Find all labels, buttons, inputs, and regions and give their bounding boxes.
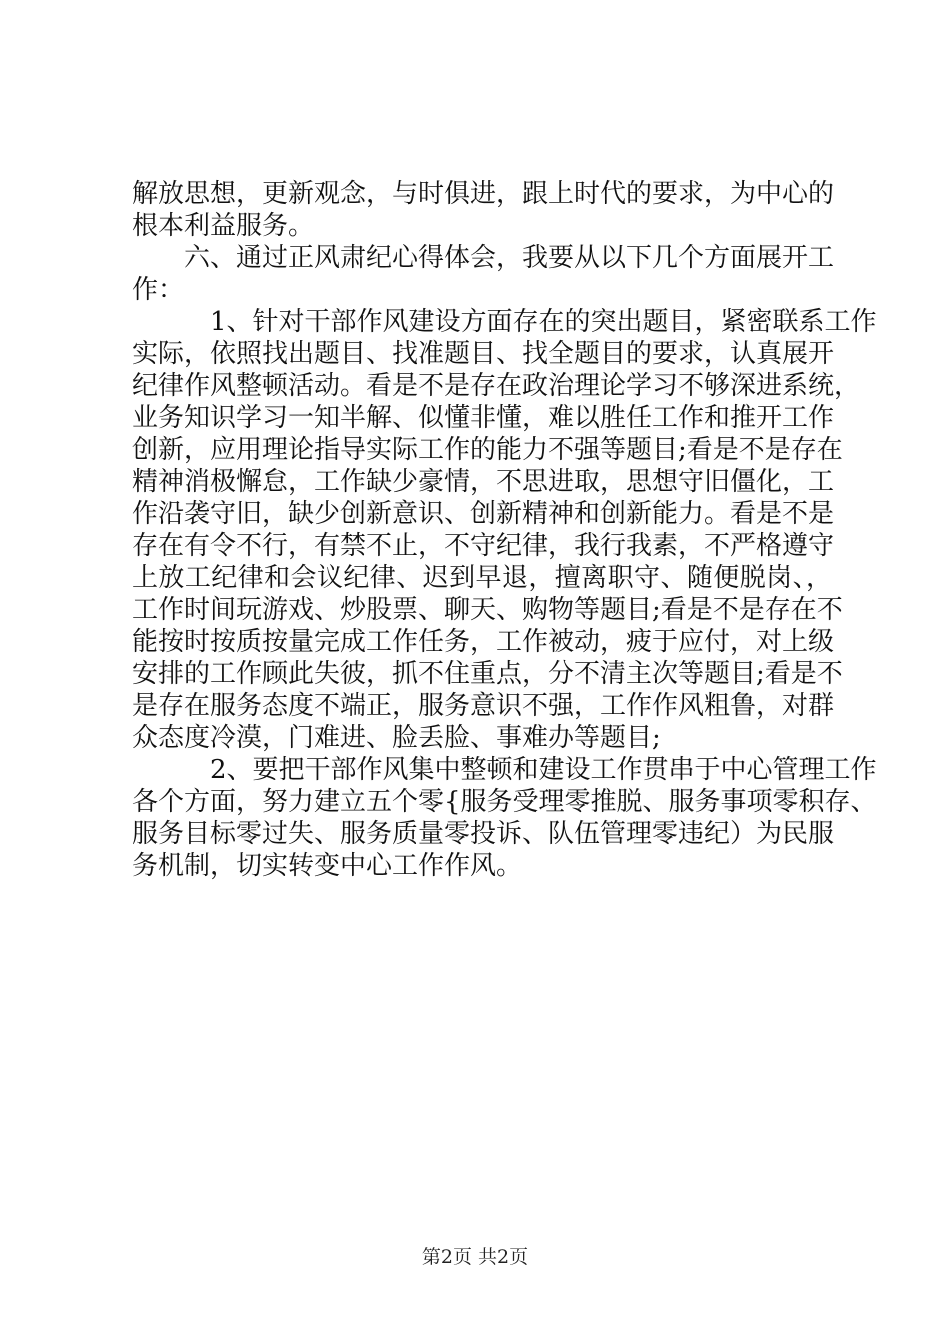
body-line: 安排的工作顾此失彼，抓不住重点，分不清主次等题目;看是不 (132, 659, 843, 689)
body-line: 能按时按质按量完成工作任务，工作被动，疲于应付，对上级 (132, 627, 835, 657)
body-line: 服务目标零过失、服务质量零投诉、队伍管理零违纪）为民服 (132, 819, 835, 849)
body-line: 解放思想，更新观念，与时俱进，跟上时代的要求，为中心的 (132, 179, 835, 209)
body-line: 创新，应用理论指导实际工作的能力不强等题目;看是不是存在 (132, 435, 843, 465)
body-line: 各个方面，努力建立五个零{服务受理零推脱、服务事项零积存、 (132, 787, 877, 817)
section-heading-line: 六、通过正风肃纪心得体会，我要从以下几个方面展开工 (158, 243, 835, 273)
body-line: 纪律作风整顿活动。看是不是存在政治理论学习不够深进系统， (132, 371, 861, 401)
body-line: 根本利益服务。 (132, 211, 315, 241)
body-line: 务机制，切实转变中心工作作风。 (132, 851, 523, 881)
body-line: 2、要把干部作风集中整顿和建设工作贯串于中心管理工作 (158, 755, 877, 785)
body-line: 存在有令不行，有禁不止，不守纪律，我行我素，不严格遵守 (132, 531, 835, 561)
body-line: 实际，依照找出题目、找准题目、找全题目的要求，认真展开 (132, 339, 835, 369)
body-line: 精神消极懈怠，工作缺少豪情，不思进取，思想守旧僵化，工 (132, 467, 835, 497)
body-line: 作沿袭守旧，缺少创新意识、创新精神和创新能力。看是不是 (132, 499, 835, 529)
body-line: 业务知识学习一知半解、似懂非懂，难以胜任工作和推开工作 (132, 403, 835, 433)
body-line: 上放工纪律和会议纪律、迟到早退，擅离职守、随便脱岗、， (132, 563, 832, 593)
section-heading-line: 作： (132, 275, 185, 305)
body-line: 1、针对干部作风建设方面存在的突出题目，紧密联系工作 (158, 307, 877, 337)
body-line: 工作时间玩游戏、炒股票、聊天、购物等题目;看是不是存在不 (132, 595, 843, 625)
body-line: 是存在服务态度不端正，服务意识不强，工作作风粗鲁，对群 (132, 691, 835, 721)
page-number-footer: 第2页 共2页 (421, 1246, 529, 1268)
body-line: 众态度冷漠，门难进、脸丢脸、事难办等题目; (132, 723, 661, 753)
